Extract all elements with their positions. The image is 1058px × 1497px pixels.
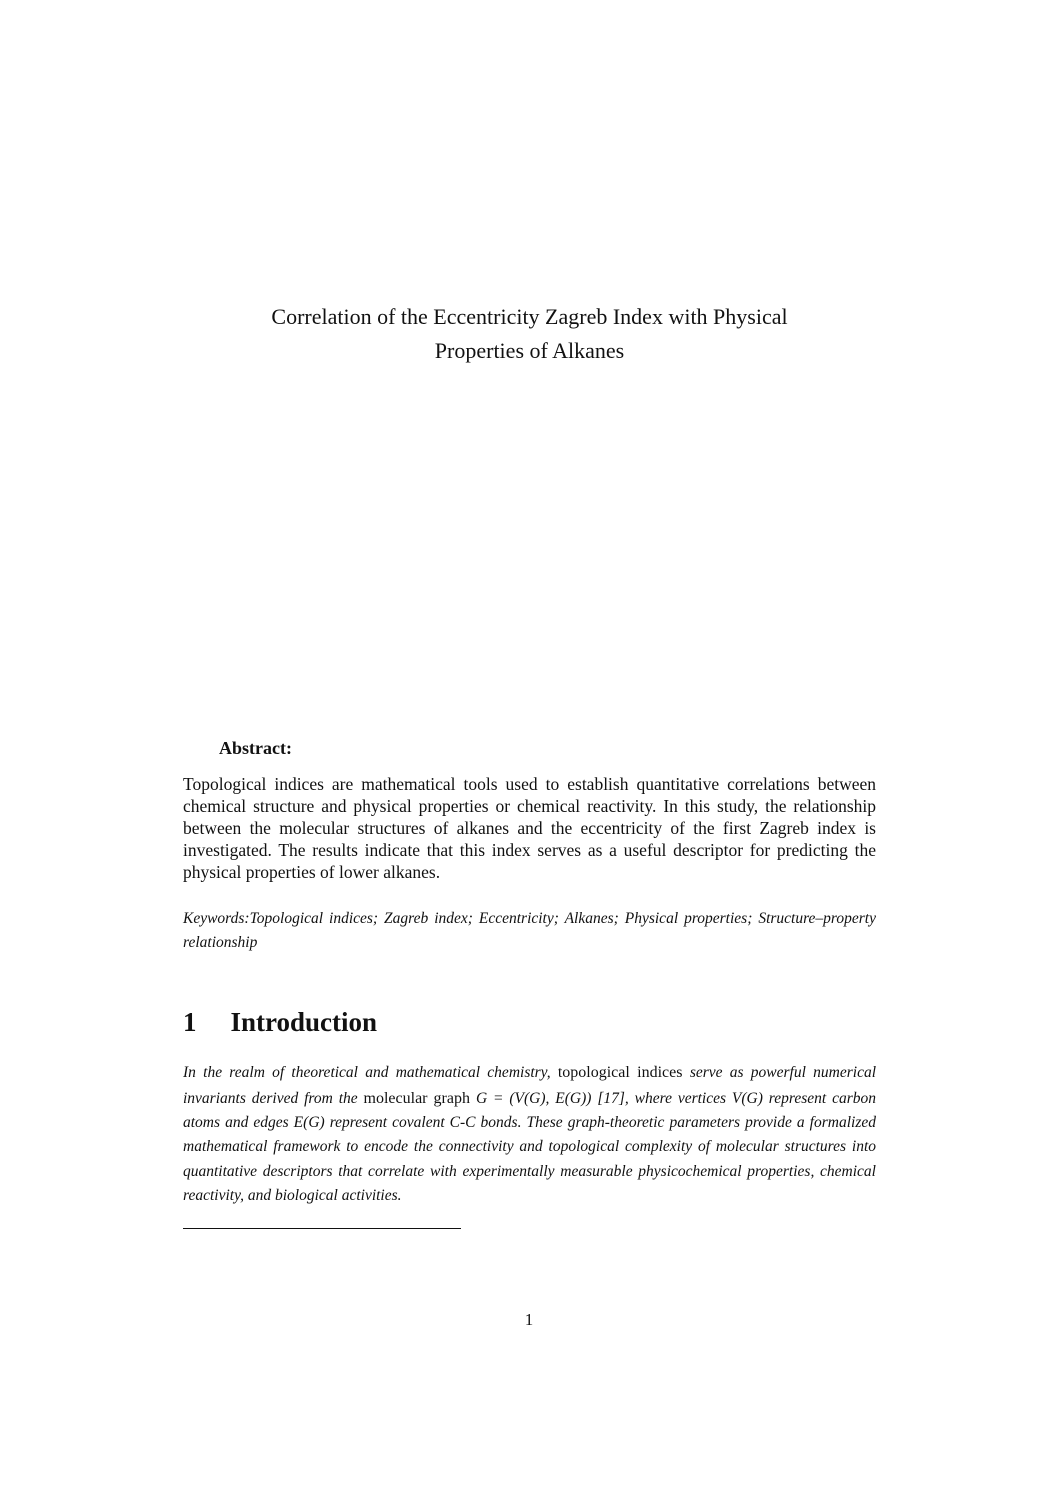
abstract-heading: Abstract: [219, 738, 292, 759]
keywords: Keywords:Topological indices; Zagreb index; Eccentricity; Alkanes; Physical properties; Structure–property relationship [183, 910, 876, 952]
text-block [183, 0, 876, 1229]
footnote-rule [183, 1228, 461, 1229]
paper-title [183, 300, 876, 368]
section-number: 1 [183, 1007, 197, 1038]
section-heading-introduction [183, 1007, 876, 1038]
page-number: 1 [524, 1310, 534, 1329]
abstract-body: Topological indices are mathematical tools used to establish quantitative correlations between chemical structure and physical properties or chemical reactivity. In this study, the relationship between the molecular structures of alkanes and the eccentricity of the first Zagreb index is investigated. The results indicate that this index serves as a useful descriptor for predicting the physical properties of lower alkanes. [183, 774, 876, 883]
introduction-segment: In the realm of theoretical and mathematical chemistry, [183, 1064, 558, 1082]
introduction-segment: molecular graph [363, 1089, 476, 1107]
introduction-segment: G = (V(G), E(G)) [17], where vertices V(G) represent carbon atoms and edges E(G) represent covalent C-C bonds. These graph-theoretic parameters provide a formalized mathematical framework to encode the connectivity and topological complexity of molecular structures into quantitative descriptors that correlate with experimentally measurable physicochemical properties, chemical reactivity, and biological activities. [183, 1089, 876, 1205]
section-title: Introduction [230, 1007, 378, 1038]
introduction-segment: serve as powerful numerical invariants derived from the [183, 1064, 877, 1107]
introduction-paragraph [183, 1060, 876, 1208]
introduction-segment: topological indices [557, 1064, 690, 1082]
paper-title-line1: Correlation of the Eccentricity Zagreb Index with Physical [271, 304, 788, 329]
paper-title-line2: Properties of Alkanes [434, 338, 625, 364]
